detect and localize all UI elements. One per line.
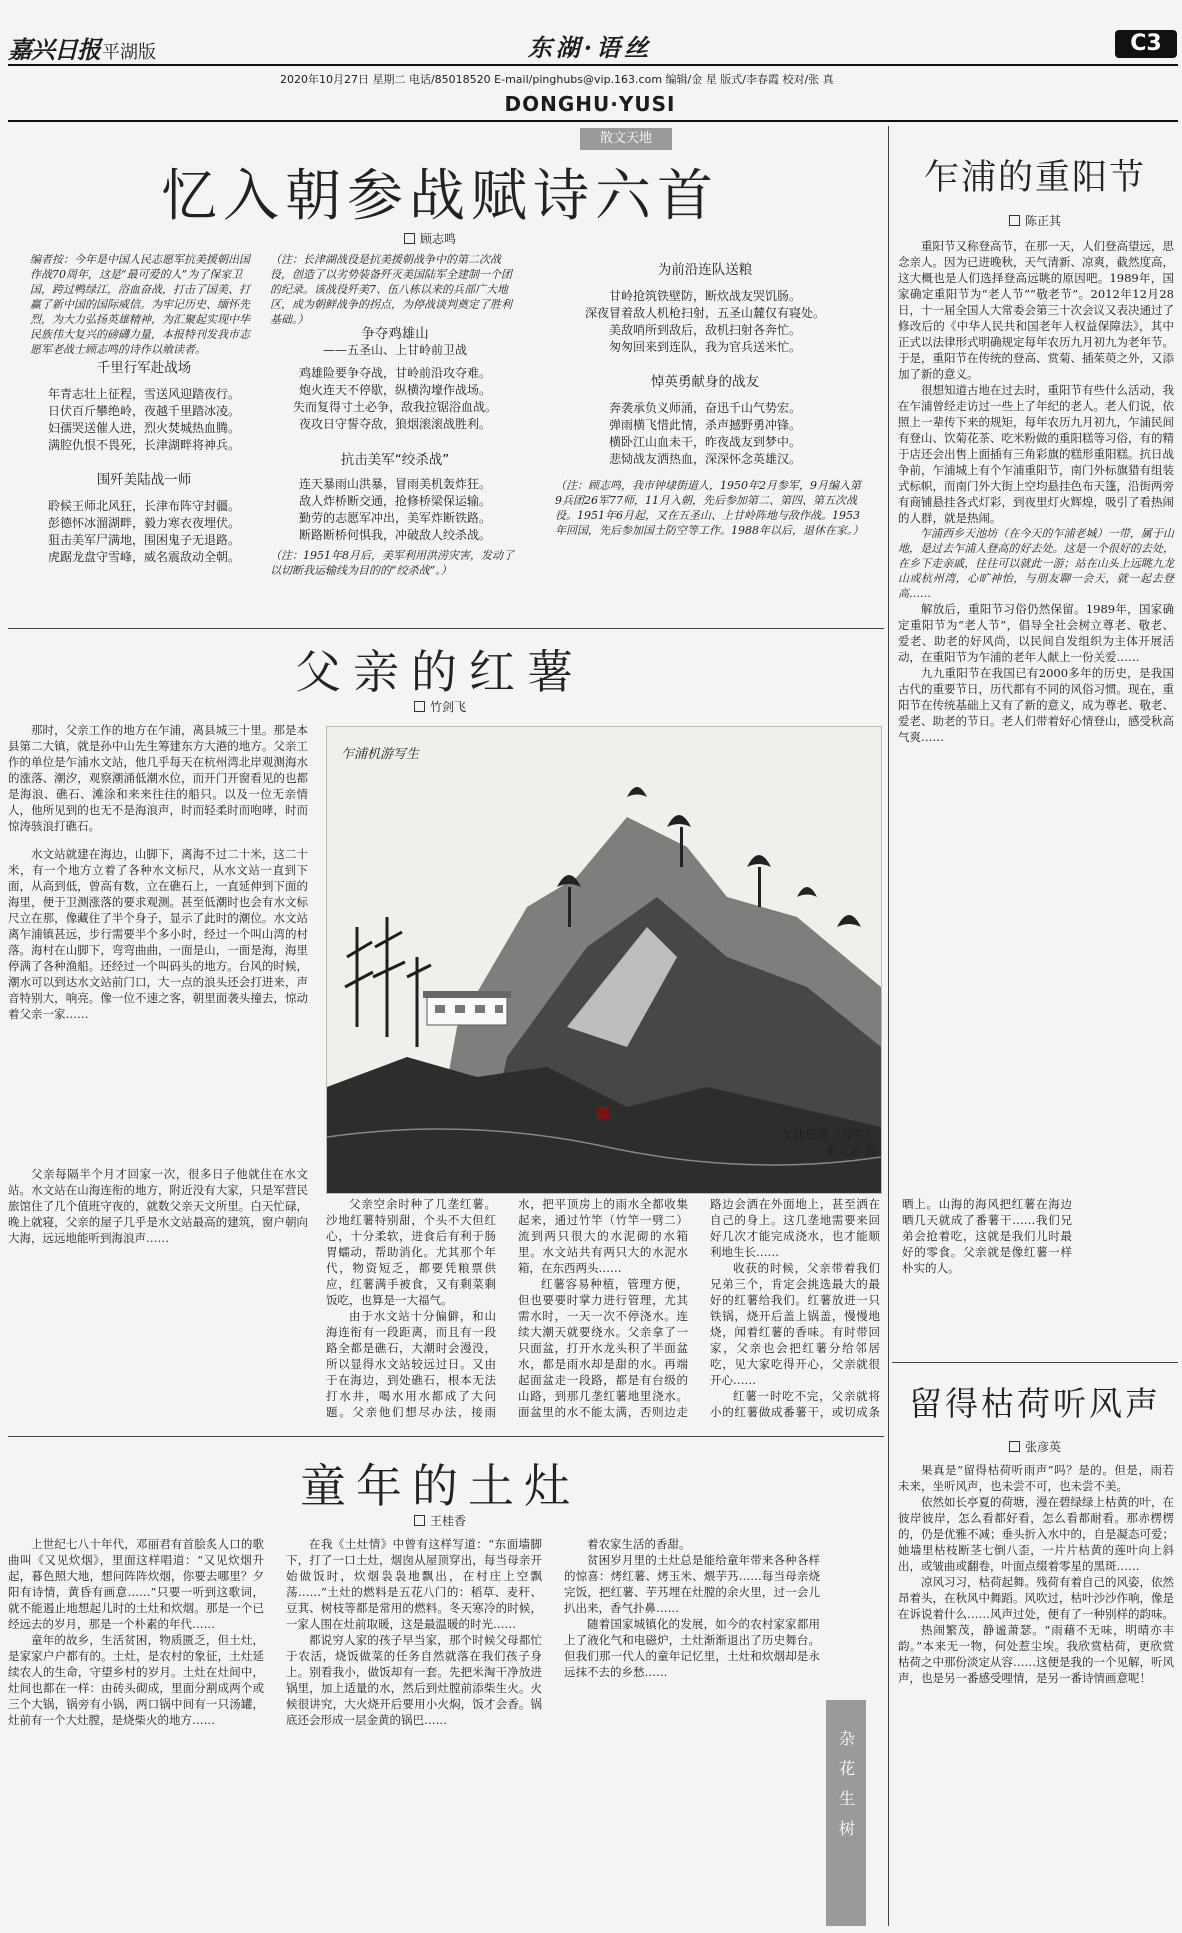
- poem-1: [30, 356, 258, 454]
- author-square-icon: [414, 1515, 425, 1526]
- poem-5: [540, 258, 870, 356]
- article2-paragraph: 父亲空余时种了几垄红薯。沙地红薯特别甜，个头不大但红心，十分柔软，进食后有利于肠胃蠕动，帮助消化。尤其那个年代，物资短乏，都要凭粮票供应，红薯满手被食，又有剩菜剩饭吃，也算是一大福气。: [326, 1197, 496, 1307]
- poem-line: 匆匆回来到连队，我为官兵送米忙。: [608, 340, 801, 354]
- article2-bottom-rule: [8, 1436, 884, 1437]
- poem-line: 年青志壮上征程，雪送风迎踏夜行。: [47, 387, 240, 401]
- poem-line: 聆候王师北风狂，长津布阵守封疆。: [47, 499, 240, 513]
- article4-bottom-rule: [892, 1362, 1178, 1363]
- article2-paragraph: 那时，父亲工作的地方在乍浦，离县城三十里。那是本县第二大镇，就是孙中山先生筹建东方大港的地方。父亲工作的单位是乍浦水文站，他几乎每天在杭州湾北岸观测海水的涨落、潮汐，观察潮涌低潮水位，而开门开窗看见的也都是海浪、礁石、滩涂和来来往往的船只。以及一位无亲情人，他所见到的也无不是海浪声，时而轻柔时而咆哮，时而惊涛骇浪打礁石。: [8, 723, 308, 833]
- article4-paragraph: 很想知道古地在过去时，重阳节有些什么活动，我在乍浦曾经走访过一些上了年纪的老人。老人们说，依照上一辈传下来的规矩，每年农历九月初九，乍浦民间有登山、饮菊花茶、吃米粉做的重阳糕等习俗，有的精于店还会出售上面插有三角彩旗的糕形重阳糕。抗日战争前，乍浦城上有个乍浦重阳节，南门外标旗猎有组装式标帜，而南门外大街上空均悬挂色布天篷，沿街两旁有商铺悬挂各式灯彩，到夜里灯火辉煌，吸引了看热闹的人群，就是热闹。: [898, 383, 1174, 525]
- landscape-painting: [326, 726, 882, 1194]
- date-line: 2020年10月27日 星期二 电话/85018520 E-mail/pinghubs@vip.163.com 编辑/金 星 版式/李春霞 校对/张 真: [280, 73, 834, 86]
- section-logo: [480, 28, 700, 62]
- article2-paragraph: 红薯一时吃不完，父亲就将小的红薯做成番薯干，或切成条晒上。山海的海风把红薯在海边晒几天就成了番薯干……我们兄弟会抢着吃，这就是我们儿时最好的零食。父亲就是像红薯一样朴实的人。: [710, 1197, 1072, 1419]
- article4-paragraph: 九九重阳节在我国已有2000多年的历史，是我国古代的重要节日，历代都有不同的风俗习惯。现在，重阳节在传统基础上又有了新的意义，成为尊老、敬老、爱老、助老的节日。老人们带着好心情登山，感受秋高气爽……: [898, 666, 1174, 744]
- poem-line: 勤劳的志愿军冲出，美军炸断铁路。: [298, 511, 491, 525]
- article1-note-author: （注：顾志鸣，我市钟埭街道人，1950年2月参军，9月编入第9兵团26军77师，11月入朝，先后参加第二、第四、第五次战役。1951年6月起，又在五圣山、上甘岭阵地与敌作战。1953年回国，先后参加国土防空等工作。1988年以后，退休在家。）: [555, 479, 864, 537]
- article3-paragraph: 随着国家城镇化的发展，如今的农村家家都用上了液化气和电磁炉，土灶渐渐退出了历史舞台。但我们那一代人的童年记忆里，土灶和炊烟却是永远抹不去的乡愁……: [564, 1617, 820, 1679]
- poem-line: 深夜冒着敌人机枪扫射，五圣山麓仅有寝处。: [584, 306, 825, 320]
- poem-line: 甘岭抢筑铁壁防，断炊战友哭饥肠。: [608, 289, 801, 303]
- poem-title: 争夺鸡雄山: [361, 326, 429, 342]
- article4-author: 陈正其: [1024, 214, 1061, 228]
- article4-title: 乍浦的重阳节: [923, 158, 1146, 198]
- article1-note-changjin: （注：长津湖战役是抗美援朝战争中的第二次战役，创造了以劣势装备歼灭美国陆军全建制一个团的纪录。该战役歼美7、伍八栋以来的兵部广大地区，成为朝鲜战争的拐点，为停战谈判奠定了胜利基础。）: [270, 253, 512, 326]
- painting-svg: [327, 727, 881, 1193]
- painting-caption: 乍浦机游（写生） 张文治 作: [780, 1128, 877, 1158]
- poem-line: 日伏百斤攀绝岭，夜越千里踏冰凌。: [47, 404, 240, 418]
- article3-paragraph: 童年的故乡，生活贫困，物质匮乏，但土灶，是家家户户都有的。土灶，是农村的象征，土灶延续农人的生命，守望乡村的岁月。土灶在灶间中，灶间也都在一样：由砖头砌成，里面分割成两个或三个大锅，锅旁有小锅，两口锅中间有一只汤罐，灶前有一个大灶膛，是烧柴火的地方……: [8, 1633, 264, 1727]
- section-title: 东湖·语丝: [527, 33, 653, 62]
- article5-paragraph: 凉风习习，枯荷起舞。残荷有着自己的风姿，依然昂着头，在秋风中舞蹈。风吹过，枯叶沙沙作响，像是在诉说着什么……风声过处，便有了一种别样的韵味。: [898, 1575, 1174, 1621]
- article2-title: 父亲的红薯: [295, 645, 585, 699]
- poem-4: [270, 448, 520, 578]
- article1-bottom-rule: [8, 628, 884, 629]
- poem-line: 满腔仇恨不畏死，长津湖畔将神兵。: [47, 438, 240, 452]
- poem-line: 断路断桥何惧我，冲破敌人绞杀战。: [298, 528, 491, 542]
- painting-inscription: 乍浦机游写生: [341, 747, 420, 762]
- poem-title: 抗击美军“绞杀战”: [340, 452, 450, 468]
- poem-line: 狙击美军尸满地，围困鬼子无退路。: [47, 533, 240, 547]
- poem-line: 横卧江山血未干，昨夜战友到梦中。: [608, 435, 801, 449]
- article3-paragraph: 贫困岁月里的土灶总是能给童年带来各种各样的惊喜：烤红薯、烤玉米、煨芋艿……每当母亲烧完饭，把红薯、芋艿埋在灶膛的余火里，过一会儿扒出来，香气扑鼻……: [564, 1553, 820, 1615]
- poem-line: 美敌哨所到敌后，敌机扫射各奔忙。: [608, 323, 801, 337]
- page-number: C3: [1130, 31, 1162, 56]
- article1-author: 顾志鸣: [419, 232, 456, 246]
- column-label: [580, 128, 672, 150]
- article3-author: 王桂香: [429, 1514, 466, 1528]
- poem-line: 虎踞龙盘守雪峰，威名震敌动全朝。: [47, 550, 240, 564]
- edition-label: 平湖版: [102, 42, 156, 63]
- article2-paragraph: 收获的时候，父亲带着我们兄弟三个，肯定会挑选最大的最好的红薯给我们。红薯放进一只铁锅，烧开后盖上锅盖，慢慢地烧，闻着红薯的香味。有时带回家，父亲也会把红薯分给邻居吃，见大家吃得开心，父亲就很开心……: [710, 1261, 880, 1387]
- article2-author: 竹剑飞: [429, 700, 466, 714]
- poem-line: 敌人炸桥断交通，抢修桥梁保运输。: [298, 494, 491, 508]
- section-pinyin: DONGHU·YUSI: [504, 92, 676, 116]
- right-column-divider: [888, 126, 889, 1926]
- article5-paragraph: 果真是“留得枯荷听雨声”吗？是的。但是，雨若未来，坐听风声，也未尝不可，也未尝不美。: [898, 1463, 1174, 1493]
- poem-subtitle: ——五圣山、上甘岭前卫战: [322, 343, 467, 357]
- poem-line: 连天暴雨山洪暴，冒雨美机轰炸狂。: [298, 477, 491, 491]
- poem-6: [540, 370, 870, 468]
- article2-paragraph: 由于水文站十分偏僻，和山海连衔有一段距离，而且有一段路全都是礁石，大潮时会漫没，所以显得水文站较远过日。又由于在海边，到处礁石，根本无法打水井，喝水用水都成了大问题。父亲他们想尽办法，接雨水，把平顶房上的雨水全都收集起来，通过竹竿（竹竿一劈二）流到两只很大的水泥砌的水箱里。水文站共有两只大的水泥水箱，在东西两头……: [326, 1197, 688, 1419]
- article4-paragraph: 乍浦西乡天池坊（在今天的乍浦老城）一带，属于山地，是过去乍浦人登高的好去处。这是一个很好的去处，在乡下走亲戚，往往可以就此一游；站在山头上远眺九龙山或杭州湾，心旷神怡，与朋友聊一会天，就一起去登高……: [898, 527, 1174, 600]
- article3-body: [8, 1536, 820, 1926]
- paper-name: 嘉兴日报: [8, 35, 100, 64]
- author-square-icon: [1009, 215, 1020, 226]
- article3-paragraph: 着农家生活的香甜。: [587, 1537, 691, 1551]
- poem-2: [30, 468, 258, 566]
- masthead-bottom-rule: [8, 120, 1178, 122]
- column-label-text: 散文天地: [599, 131, 652, 146]
- author-square-icon: [1009, 1441, 1020, 1452]
- article5-author: 张彦英: [1024, 1440, 1061, 1454]
- masthead-paper-logo: [8, 30, 178, 64]
- poem-line: 炮火连天不停歇，纵横沟壕作战场。: [298, 383, 491, 397]
- article5-byline: [894, 1438, 1176, 1455]
- article3-paragraph: 上世纪七八十年代，邓丽君有首脍炙人口的歌曲叫《又见炊烟》，里面这样唱道：“又见炊烟升起，暮色照大地，想问阵阵炊烟，你要去哪里？夕阳有诗情，黄昏有画意……”只要一听到这歌词，就不能遏止地想起儿时的土灶和炊烟。那是一个已经远去的岁月，那是一个朴素的年代……: [8, 1537, 264, 1631]
- article5-body: [898, 1462, 1174, 1924]
- article3-title: 童年的土灶: [300, 1459, 580, 1513]
- article5-title: 留得枯荷听风声: [909, 1384, 1161, 1423]
- poem-line: 奔袭承负义师涌，奋迅千山气势宏。: [608, 401, 801, 415]
- poem-3: [270, 322, 520, 433]
- article4-body: [898, 238, 1174, 1348]
- masthead-rule: [8, 64, 1178, 66]
- poem-line: 彭德怀冰溜湖畔，毅力寒衣夜埋伏。: [47, 516, 240, 530]
- author-square-icon: [404, 233, 415, 244]
- article3-paragraph: 都说穷人家的孩子早当家，那个时候父母都忙于农活，烧饭做菜的任务自然就落在我们孩子身上。别看我小，做饭却有一套。先把米淘干净放进锅里，加上适量的水，然后到灶膛前添柴生火。火候很讲究，大火烧开后要用小火焖，饭才会香。锅底还会形成一层金黄的锅巴……: [286, 1633, 542, 1727]
- poem-note: （注：1951年8月后，美军利用洪涝灾害，发动了以切断我运输线为目的的“绞杀战”。）: [270, 549, 514, 577]
- poem-line: 悲恸战友洒热血，深深怀念英雄汉。: [608, 452, 801, 466]
- article2-byline: [320, 698, 560, 715]
- poem-line: 鸡雄险要争夺战，甘岭前沿攻夺难。: [298, 366, 491, 380]
- article3-paragraph: 在我《土灶情》中曾有这样写道：“东面墙脚下，打了一口土灶，烟囱从屋顶穿出，每当母亲开始做饭时，炊烟袅袅地飘出，在村庄上空飘荡……”土灶的燃料是五花八门的：稻草、麦秆、豆萁、树枝等都是常用的燃料。冬天寒冷的时候，一家人围在灶前取暖，这是最温暖的时光……: [286, 1537, 542, 1631]
- poem-title: 围歼美陆战一师: [96, 472, 192, 488]
- article2-paragraph: 水文站就建在海边，山脚下，离海不过二十米，这二十米，有一个地方立着了各种水文标尺，从水文站一直到下面，从高到低，曾高有数，立在礁石上，一直延伸到下面的海里，便于卫测涨落的要求观测。甚至低潮时也会有水文标尺立在那，像藏住了半个身子，显示了此时的潮位。水文站离乍浦镇甚远，步行需要半个多小时，经过一个叫山湾的村落。海村在山脚下，弯弯曲曲，一面是山，一面是海，海里停满了各种渔船。还经过一个叫码头的地方。台风的时候，潮水可以到达水文站前门口，大一点的浪头还会打进来，声音特别大，响亮。像一位不速之客，朝里面袭头撞去，惊动着父亲一家……: [8, 847, 308, 1021]
- author-square-icon: [414, 701, 425, 712]
- poem-line: 夜攻日守誓夺敌，狼烟滚滚战胜利。: [298, 417, 491, 431]
- article2-paragraph: 父亲每隔半个月才回家一次，很多日子他就住在水文站。水文站在山海连衔的地方，附近没有大家，只是军营民旅馆住了几个值班守夜的，就数父亲天文所里。白天忙碌，晚上就寝，父亲的屋子几乎是水文站最高的建筑，窗户朝向大海，远远地能听到海浪声……: [8, 1167, 308, 1245]
- poem-title: 悼英勇献身的战友: [651, 374, 759, 390]
- article1-editor-note: 编者按：今年是中国人民志愿军抗美援朝出国作战70周年，这是“最可爱的人”为了保家卫国，跨过鸭绿江，浴血奋战，打击了国美、打赢了新中国的国际威信。为牢记历史、缅怀先烈，为大力弘扬英雄精神，为汇聚起实现中华民族伟大复兴的磅礴力量，本报特刊发我市志愿军老战士顾志鸣的诗作以飨读者。: [30, 253, 250, 356]
- poem-title: 为前沿连队送粮: [657, 262, 753, 278]
- article4-paragraph: 解放后，重阳节习俗仍然保留。1989年，国家确定重阳节为“老人节”，倡导全社会树立尊老、敬老、爱老、助老的好风尚，以民间自发组织为主体开展活动，在重阳节为乍浦的老年人献上一份关爱……: [898, 602, 1174, 664]
- poem-line: 妇孺哭送催人进，烈火焚城热血腾。: [47, 421, 240, 435]
- poem-title: 千里行军赴战场: [96, 360, 192, 376]
- article1-byline: [300, 230, 560, 247]
- article3-byline: [310, 1512, 570, 1529]
- article1-title: 忆入朝参战赋诗六首: [161, 164, 719, 229]
- article2-paragraph: 红薯容易种植，管理方便，但也要要时掌力进行管理，尤其需水时，一天一次不停浇水。连续大潮天就要绕水。父亲拿了一只面盆，打开水龙头积了半面盆水，都是雨水却是甜的水。再端起面盆走一段路，都是有台级的山路，到那几垄红薯地里浇水。面盆里的水不能太满，否则边走路边会洒在外面地上，甚至洒在自己的身上。这几垄地需要来回好几次才能完成浇水，也才能顺利地生长……: [518, 1197, 880, 1419]
- poem-line: 弹雨横飞惜此情，杀声撼野勇冲锋。: [608, 418, 801, 432]
- side-banner: [826, 1700, 866, 1926]
- poem-line: 失而复得寸土必争，敌我拉锯浴血战。: [292, 400, 497, 414]
- article5-paragraph: 依然如长亭夏的荷塘，漫在碧绿绿上枯黄的叶，在彼岸彼岸，怎么看都好看，怎么看都耐看。那赤楞楞的，仍是优雅不减；垂头折入水中的，自是凝态可爱；她墙里枯枝断茎七倒八歪，一片片枯黄的莲叶向上斜出，或皱曲或翻卷，叶面点缀着零星的黑斑……: [898, 1495, 1174, 1573]
- side-banner-text: 杂花生树: [836, 1730, 856, 1850]
- page-number-badge: [1115, 30, 1177, 58]
- article5-paragraph: 热闹繁茂，静谧萧瑟。“雨藉不无味，明晴亦丰韵。”本来无一物，何处惹尘埃。我欣赏枯荷，更欣赏枯荷之中那份淡定从容……这便是我的一个见解，听风声，也是另一番感受哩情，是另一番诗情画意呢！: [898, 1623, 1174, 1685]
- article4-byline: [894, 212, 1176, 229]
- article4-paragraph: 重阳节又称登高节，在那一天，人们登高望远，思念亲人。因为已进晚秋，天气清新、凉爽，截然度高，这大概也是人们选择登高远眺的原因吧。1989年，国家确定重阳节为“老人节”“敬老节”。2012年12月28日，十一届全国人大常委会第三十次会议又表决通过了修改后的《中华人民共和国老年人权益保障法》，其中正式以法律形式明确规定每年农历九月初九为老年节。于是，重阳节在传统的登高、赏菊、插茱萸之外，又添加了新的意义。: [898, 239, 1174, 381]
